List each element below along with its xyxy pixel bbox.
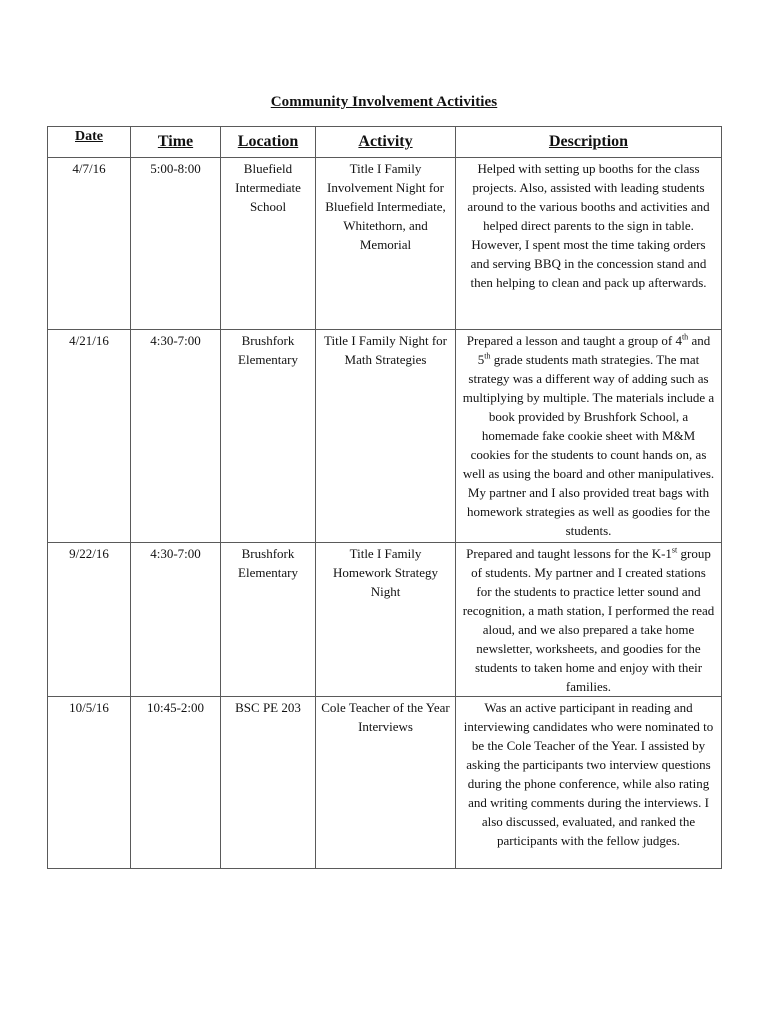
header-location: Location: [221, 127, 316, 158]
description-text: Prepared and taught lessons for the K-1: [466, 546, 672, 561]
ordinal-suffix: th: [681, 332, 689, 342]
activities-table: [47, 126, 722, 869]
header-date: Date: [48, 127, 131, 158]
time-cell: 10:45-2:00: [131, 697, 221, 869]
table-row: [48, 330, 722, 543]
date-cell: 9/22/16: [48, 543, 131, 697]
header-time: Time: [131, 127, 221, 158]
description-cell: [456, 543, 722, 697]
table-row: [48, 543, 722, 697]
description-text: grade students math strategies. The mat strategy was a different way of adding such as multiplying by multiple. The materials include a book provided by Brushfork School, a homemade fake cookie sheet with M&M cookies for the students to count hands on, as well as using the board and other manipulatives. My partner and I also provided treat bags with homework strategies as well as goodies for the students.: [462, 352, 715, 538]
header-activity: Activity: [316, 127, 456, 158]
date-cell: 10/5/16: [48, 697, 131, 869]
table-row: [48, 158, 722, 330]
description-cell: Helped with setting up booths for the class projects. Also, assisted with leading students around to the various booths and activities and helped direct parents to the sign in table. However, I spent most the time taking orders and serving BBQ in the concession stand and then helping to clean and pack up afterwards.: [456, 158, 722, 330]
location-cell: BSC PE 203: [221, 697, 316, 869]
page-title: Community Involvement Activities: [270, 94, 498, 110]
time-cell: 5:00-8:00: [131, 158, 221, 330]
description-text: and 5: [477, 333, 711, 367]
description-cell: [456, 330, 722, 543]
header-description: Description: [456, 127, 722, 158]
ordinal-suffix: st: [671, 545, 678, 555]
description-text: group of students. My partner and I created stations for the students to practice letter sound and recognition, a math station, I performed the read aloud, and we also prepared a take home newsletter, worksheets, and goodies for the students to taken home and enjoy with their families.: [462, 546, 715, 694]
time-cell: 4:30-7:00: [131, 543, 221, 697]
date-cell: 4/7/16: [48, 158, 131, 330]
time-cell: 4:30-7:00: [131, 330, 221, 543]
table-row: [48, 697, 722, 869]
activity-cell: Title I Family Night for Math Strategies: [316, 330, 456, 543]
location-cell: Brushfork Elementary: [221, 543, 316, 697]
description-text: Prepared a lesson and taught a group of 4: [466, 333, 682, 348]
location-cell: Brushfork Elementary: [221, 330, 316, 543]
table-header-row: [48, 127, 722, 158]
activity-cell: Cole Teacher of the Year Interviews: [316, 697, 456, 869]
ordinal-suffix: th: [484, 351, 491, 361]
location-cell: Bluefield Intermediate School: [221, 158, 316, 330]
date-cell: 4/21/16: [48, 330, 131, 543]
description-cell: Was an active participant in reading and interviewing candidates who were nominated to be the Cole Teacher of the Year. I assisted by asking the participants two interview questions during the phone conference, while also rating and writing comments during the interviews. I also discussed, evaluated, and ranked the participants with the fellow judges.: [456, 697, 722, 869]
activity-cell: Title I Family Homework Strategy Night: [316, 543, 456, 697]
activity-cell: Title I Family Involvement Night for Bluefield Intermediate, Whitethorn, and Memorial: [316, 158, 456, 330]
